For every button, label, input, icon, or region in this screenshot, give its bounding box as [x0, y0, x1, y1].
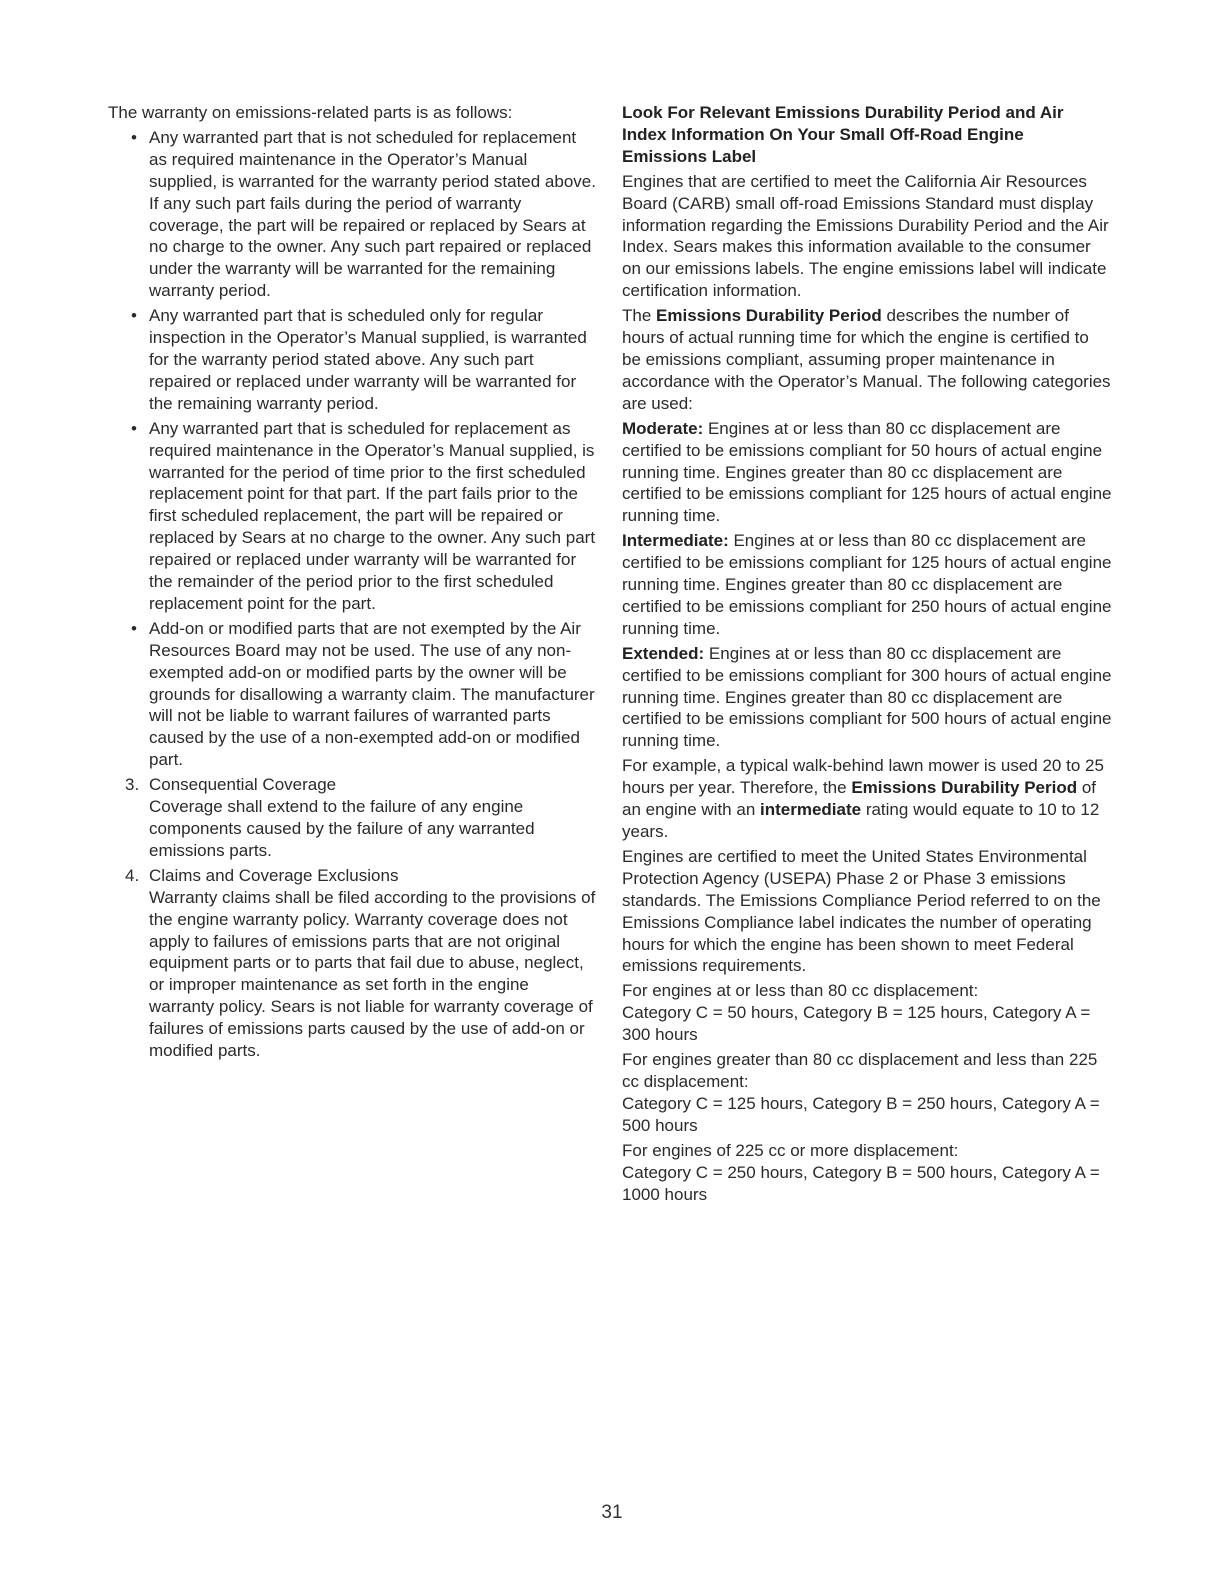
left-column: [108, 102, 598, 1062]
usepa-paragraph: Engines are certified to meet the United States Environmental Protection Agency (USEPA) Phase 2 or Phase 3 emissions standards. The Emissions Compliance Period referred to on the Emissions Compliance label indicates the number of operating hours for which the engine has been shown to meet Federal emissions requirements.: [622, 846, 1101, 976]
item-number: 4.: [125, 865, 140, 885]
emphasis: Emissions Durability Period: [656, 306, 882, 326]
displacement-heading: For engines at or less than 80 cc displacement:: [622, 981, 979, 1001]
extended-paragraph: [622, 643, 1112, 753]
bullet-icon: •: [131, 618, 137, 638]
right-column: [622, 102, 1112, 1205]
carb-paragraph: Engines that are certified to meet the California Air Resources Board (CARB) small off-road Emissions Standard must display information regarding the Emissions Durability Period and the Air Index. Sears makes this information available to the consumer on our emissions labels. The engine emissions label will indicate certification information.: [622, 171, 1109, 301]
bullet-icon: •: [131, 418, 137, 438]
intermediate-paragraph: [622, 530, 1112, 640]
displacement-categories: Category C = 250 hours, Category B = 500 hours, Category A = 1000 hours: [622, 1162, 1100, 1204]
item-text: Coverage shall extend to the failure of any engine components caused by the failure of any warranted emissions parts.: [149, 797, 535, 860]
text-run: Engines at or less than 80 cc displacement are certified to be emissions compliant for 50 hours of actual engine running time. Engines greater than 80 cc displacement are certified to be emissions compliant for 125 hours of actual engine running time.: [622, 418, 1112, 526]
emphasis: intermediate: [760, 800, 862, 820]
numbered-item-4: [108, 865, 598, 1062]
text-run: The: [622, 306, 657, 326]
emphasis: Emissions Durability Period: [851, 778, 1078, 798]
bullet-text: Any warranted part that is scheduled only for regular inspection in the Operator’s Manual supplied, is warranted for the warranty period stated above. Any such part repaired or replaced under warranty will be warranted for the remaining warranty period.: [149, 306, 587, 413]
bullet-text: Any warranted part that is scheduled for replacement as required maintenance in the Operator’s Manual supplied, is warranted for the period of time prior to the first scheduled replacement point for that part. If the part fails prior to the first scheduled replacement, the part will be repaired or replaced by Sears at no charge to the owner. Any such part repaired or replaced under warranty will be warranted for the remainder of the period prior to the first scheduled replacement point for the part.: [149, 418, 596, 613]
text-run: describes the number of hours of actual running time for which the engine is certified to be emissions compliant, assuming proper maintenance in accordance with the Operator’s Manual. The following categories are used:: [622, 306, 1111, 413]
category-label: Moderate:: [622, 418, 704, 438]
list-item: [108, 127, 598, 302]
durability-paragraph: [622, 305, 1112, 415]
item-title: Claims and Coverage Exclusions: [149, 865, 399, 885]
item-title: Consequential Coverage: [149, 775, 337, 795]
moderate-paragraph: [622, 418, 1112, 528]
category-label: Extended:: [622, 643, 705, 663]
item-number: 3.: [125, 775, 140, 795]
warranty-intro: The warranty on emissions-related parts is as follows:: [108, 103, 513, 122]
text-run: rating would equate to 10 to 12 years.: [622, 800, 1100, 841]
page-number: 31: [601, 1502, 623, 1523]
numbered-item-3: [108, 774, 598, 862]
bullet-icon: •: [131, 306, 137, 326]
displacement-categories: Category C = 125 hours, Category B = 250 hours, Category A = 500 hours: [622, 1093, 1100, 1135]
displacement-heading: For engines of 225 cc or more displacement:: [622, 1140, 959, 1160]
bullet-text: Any warranted part that is not scheduled for replacement as required maintenance in the Operator’s Manual supplied, is warranted for the warranty period stated above. If any such part fails during the period of warranty coverage, the part will be repaired or replaced by Sears at no charge to the owner. Any such part repaired or replaced under the warranty will be warranted for the remaining warranty period.: [149, 127, 596, 301]
example-paragraph: [622, 755, 1112, 843]
list-item: [108, 305, 598, 415]
text-run: Engines at or less than 80 cc displacement are certified to be emissions compliant for 300 hours of actual engine running time. Engines greater than 80 cc displacement are certified to be emissions compliant for 500 hours of actual engine running time.: [622, 643, 1112, 751]
category-label: Intermediate:: [622, 531, 729, 551]
text-run: For example, a typical walk-behind lawn mower is used 20 to 25 hours per year. Therefore, the: [622, 756, 1104, 798]
section-heading: Look For Relevant Emissions Durability Period and Air Index Information On Your Small Off-Road Engine Emissions Label: [622, 103, 1064, 166]
displacement-categories: Category C = 50 hours, Category B = 125 hours, Category A = 300 hours: [622, 1003, 1091, 1045]
item-text: Warranty claims shall be filed according to the provisions of the engine warranty policy. Warranty coverage does not apply to failures of emissions parts that are not original equipment parts or to parts that fail due to abuse, neglect, or improper maintenance as set forth in the engine warranty policy. Sears is not liable for warranty coverage of failures of emissions parts caused by the use of add-on or modified parts.: [149, 887, 596, 1061]
bullet-text: Add-on or modified parts that are not exempted by the Air Resources Board may not be used. The use of any non-exempted add-on or modified parts by the owner will be grounds for disallowing a warranty claim. The manufacturer will not be liable to warrant failures of warranted parts caused by the use of a non-exempted add-on or modified part.: [149, 618, 595, 770]
list-item: [108, 418, 598, 615]
bullet-icon: •: [131, 127, 137, 147]
list-item: [108, 618, 598, 771]
displacement-heading: For engines greater than 80 cc displacement and less than 225 cc displacement:: [622, 1050, 1098, 1091]
text-run: of an engine with an: [622, 778, 1097, 820]
text-run: Engines at or less than 80 cc displacement are certified to be emissions compliant for 125 hours of actual engine running time. Engines greater than 80 cc displacement are certified to be emissions compliant for 250 hours of actual engine running time.: [622, 531, 1112, 638]
